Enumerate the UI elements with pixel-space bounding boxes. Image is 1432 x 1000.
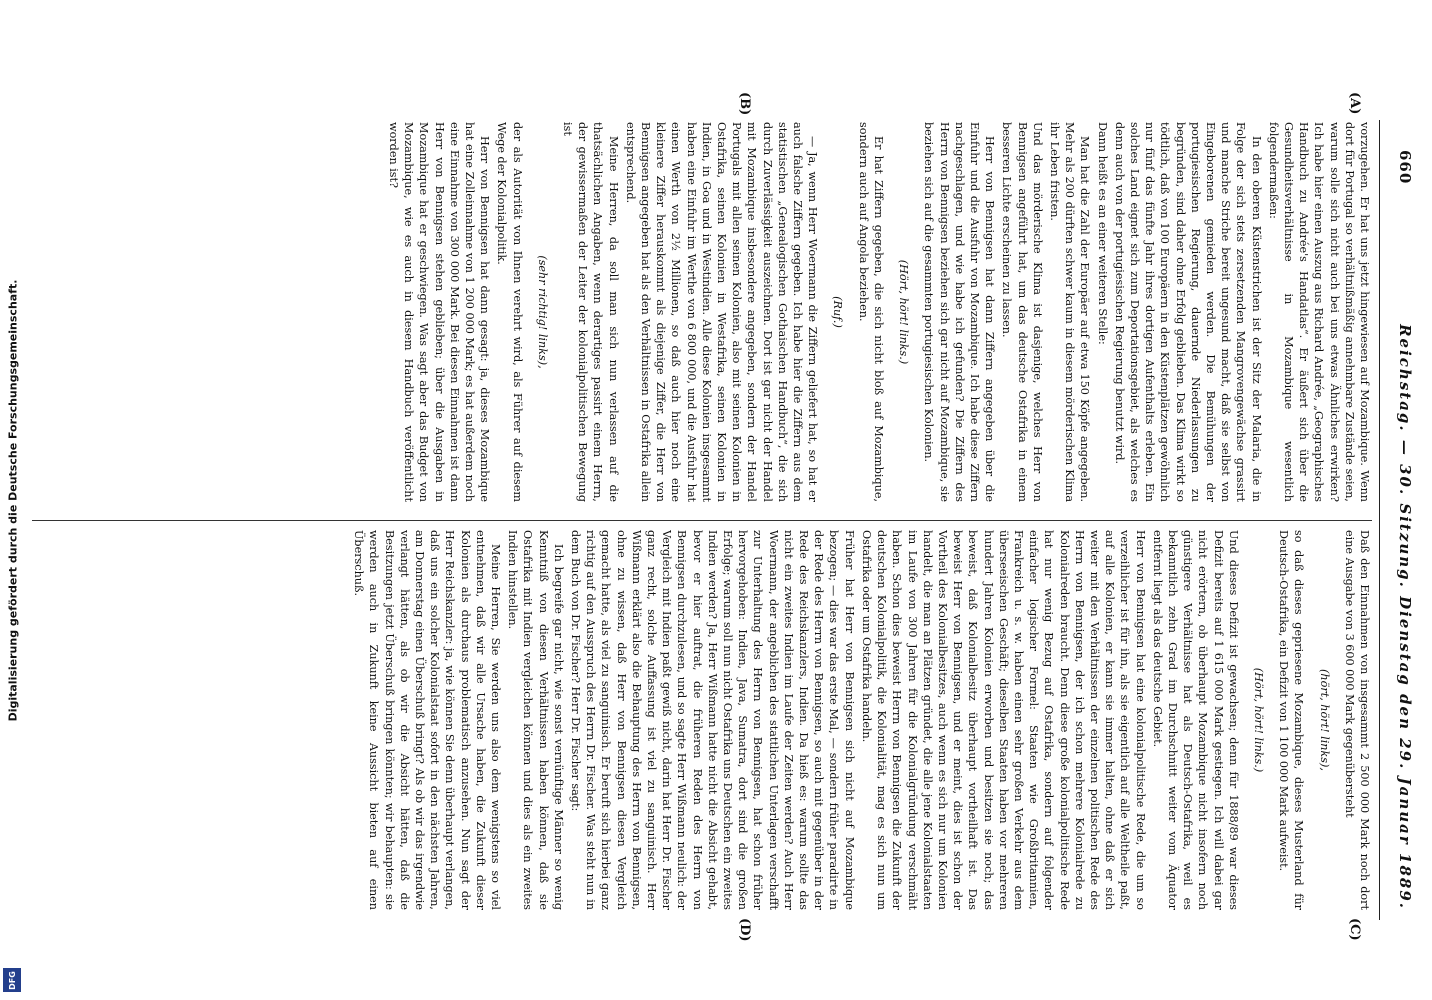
paragraph: In den oberen Küstenstrichen ist der Sitz der Malaria, die in Folge der sich stets zersetzenden Mangrovengewächse grassirt und manche Striche bereit ungesund macht, daß sie selbst von Eingeborenen gemieden werden. Die Bemühungen der portugiesischen Regierung, dauernde Niederlassungen zu begründen, sind daher ohne Erfolg geblieben. Das Klima wirkt so tödtlich, daß von 100 Europäern in den Küstenplätzen gewöhnlich nur fünf das fünfte Jahr ihres dortigen Aufenthalts erleben. Ein solches Land eignet sich zum Deportationsgebiet, als welches es denn auch von der portugiesischen Regierung benutzt wird. <box>1112 122 1263 502</box>
left-column <box>32 122 1372 502</box>
margin-marker-d: (D) <box>737 918 752 942</box>
paragraph: Herr von Bennigsen hat dann gesagt: ja, dieses Mozambique hat eine Zolleinnahme von 1 200 000 Mark; es hat außerdem noch eine Einnahme von 300 000 Mark. Bei diesen Einnahmen ist dann Herr von Bennigsen stehen geblieben; über die Ausgaben in Mozambique hat er geschwiegen. Was sagt aber das Budget von Mozambique, wie es auch in diesem Handbuch veröffentlicht worden ist? <box>387 122 492 502</box>
header-rule <box>1379 120 1380 920</box>
margin-marker-b: (B) <box>737 92 752 116</box>
paragraph: Herr von Bennigsen hat eine kolonialpolitische Rede, die um so verzeihlicher ist für ihn, als sie eigentlich auf alle Weltheile paßt, auf alle Kolonien, er kann sie immer halten, ohne daß er sich weiter mit den Verhältnissen der einzelnen politischen Rede des Herrn von Bennigsen, der ich schon mehrere Kolonialrede zu Kolonialreden braucht. Denn diese große kolonialpolitische Rede hat nur wenig Bezug auf Ostafrika, sondern auf folgender einfacher logischer Formel: Staaten wie Großbritannien, Frankreich u. s. w. haben einen sehr großen Verkehr aus dem überseeischen Geschäft; dieselben Staaten haben vor mehreren hundert Jahren Kolonien erworben und besitzen sie noch; das beweist, daß Kolonialbesitz überhaupt vortheilhaft ist. Das beweist Herr von Bennigsen, und er meint, dies ist schon der Vortheil des Kolonialbesitzes, auch wenn es sich nur um Kolonien handelt, die man an Plätzen gründet, die alle jene Kolonialstaaten im Laufe von 300 Jahren für die Kolonialgründung verschmäht haben. Schon dies beweist Herrn von Bennigsen die Zukunft der deutschen Kolonialpolitik, die Kolonialität, mag es sich nun um Ostafrika oder um Ostafrika handeln. <box>859 530 1147 910</box>
paragraph: Dann heißt es an einer weiteren Stelle: <box>1095 122 1109 345</box>
footer-text: Digitalisierung gefördert durch die Deutsche Forschungsgemeinschaft. <box>6 279 20 721</box>
column-divider <box>32 520 1372 521</box>
paragraph: Er hat Ziffern gegeben, die sich nicht bloß auf Mozambique, sondern auch auf Angola beziehen. <box>856 122 885 502</box>
paragraph: Ich begreife gar nicht, wie sonst vernünftige Männer so wenig Kenntniß von diesen Verhältnissen haben können, daß sie Ostafrika mit Indien vergleichen können und dies als ein zweites Indien hinstellen. <box>506 530 565 910</box>
paragraph: vorzugehen. Er hat uns jetzt hingewiesen auf Mozambique. Wenn dort für Portugal so verhältnißmäßig annehmbare Zustände seien, warum solle sich nicht auch bei uns etwas Ähnliches erwirken? Ich habe hier einen Auszug aus Richard Andrée, „Geographisches Handbuch zu Andrée's Handatlas“. Er äußert sich über die Gesundheitsverhältnisse in Mozambique wesentlich folgendermaßen: <box>1266 122 1371 502</box>
paragraph: Und dieses Defizit ist gewachsen; denn für 1888/89 war dieses Defizit bereits auf 1 615 000 Mark gestiegen. Ich will dabei gar nicht erörtern, ob überhaupt Mozambique nicht insofern noch günstigere Verhältnisse hat als Deutsch-Ostafrika, weil es bekanntlich zehn Grad im Durchschnitt weiter vom Äquator entfernt liegt als das deutsche Gebiet. <box>1150 530 1240 910</box>
interjection: (hört, hört! links), <box>1317 669 1331 771</box>
paragraph: Meine Herren, da soll man sich nun verlassen auf die thatsächlichen Angaben, wenn derartiges passirt einem Herrn, der gewissermaßen der Leiter der kolonialpolitischen Bewegung ist <box>561 122 620 502</box>
paragraph: Herr von Bennigsen hat dann Ziffern angegeben über die Einfuhr und die Ausfuhr von Mozambique. Ich habe diese Ziffern nachgeschlagen, und wie habe ich gefunden? Die Ziffern des Herrn von Bennigsen beziehen sich gar nicht auf Mozambique, sie beziehen sich auf die gesammten portugiesischen Kolonien. <box>922 122 997 502</box>
margin-marker-c: (C) <box>1347 918 1362 941</box>
paragraph: — Ja, wenn Herr Woermann die Ziffern geliefert hat, so hat er auch falsche Ziffern gegeben. Ich habe hier die Ziffern aus dem statistischen „Genealogischen Gothaischen Handbuch“, die sich durch Zuverlässigkeit auszeichnen. Dort ist gar nicht der Handel mit Mozambique insbesondere angegeben, sondern der Handel Portugals mit allen seinen Kolonien, also mit seinen Kolonien in Ostafrika, seinen Kolonien in Westafrika, seinen Kolonien in Indien, in Goa und in Westindien. Alle diese Kolonien insgesammt haben eine Einfuhr im Werthe von 6 800 000, und die Ausfuhr hat einen Werth von 2½ Millionen, so daß auch hier noch eine kleinere Ziffer herauskommt als diejenige Ziffer, die Herr von Bennigsen angegeben hat als den Verhältnissen in Ostafrika allein entsprechend. <box>623 122 820 502</box>
dfg-logo-text: DFG <box>7 970 17 990</box>
page-header <box>1384 150 1414 910</box>
digitization-footer <box>0 0 26 1000</box>
interjection: (Hört, hört! links.) <box>1251 667 1265 773</box>
interjection: (Hört, hört! links.) <box>897 259 911 365</box>
interjection: (sehr richtig! links), <box>535 255 549 369</box>
page-title: Reichstag. — 30. Sitzung. Dienstag den 29. Januar 1889. <box>1396 324 1414 910</box>
paragraph: so daß dieses gepriesene Mozambique, dieses Musterland für Deutsch-Ostafrika, ein Defizit von 1 100 000 Mark aufweist. <box>1277 530 1306 910</box>
paragraph: Man hat die Zahl der Europäer auf etwa 150 Köpfe angegeben. Mehr als 200 dürften schwer kaum in diesem mörderischen Klima ihr Leben fristen. <box>1047 122 1092 502</box>
dfg-logo-icon <box>3 968 21 992</box>
paragraph: Und das mörderische Klima ist dasjenige, welches Herr von Bennigsen angeführt hat, um das deutsche Ostafrika in einem besseren Lichte erscheinen zu lassen. <box>1000 122 1044 502</box>
right-column <box>32 530 1372 910</box>
paragraph: der als Autorität von Ihnen verehrt wird, als Führer auf diesem Wege der Kolonialpolitik. <box>495 122 524 502</box>
paragraph: Früher hat Herr von Bennigsen sich nicht auf Mozambique bezogen; — dies war das erste Mal, — sondern früher paradirte in der Rede des Herrn von Bennigsen, so auch mit gegenüber in der Rede des Reichskanzlers, Indien. Da hieß es: warum sollte das nicht ein zweites Indien im Laufe der Zeiten werden? Auch Herr Woermann, der angeblichen des stattlichen Unterlagen verschafft zur Unterhaltung des Herrn von Bennigsen, hat schon früher hervorgehoben: Indien, Java, Sumatra, dort sind die großen Erfolge; warum soll nun nicht Ostafrika uns Deutschen ein zweites Indien werden? Ja, Herr Wißmann hatte nicht die Absicht gehabt, bevor er hier auftrat, die früheren Reden des Herrn von Bennigsen durchzulesen, und so sagte Herr Wißmann neulich: der Vergleich mit Indien paßt gewiß nicht, darin hat Herr Dr. Fischer ganz recht, solche Auffassung ist viel zu sanguinisch. Herr Wißmann erklärt also die Behauptung des Herrn von Bennigsen, ohne zu wissen, daß Herr von Bennigsen diesen Vergleich gemacht hatte, als viel zu sanguinisch. Er beruft sich hierbei ganz richtig auf den Ausspruch des Herrn Dr. Fischer. Was steht nun in dem Buch von Dr. Fischer? Herr Dr. Fischer sagt: <box>569 530 856 910</box>
paragraph: Meine Herren, Sie werden uns also dem wenigstens so viel entnehmen, daß wir alle Ursache haben, die Zukunft dieser Kolonien als durchaus problematisch anzusehen. Nun sagt der Herr Reichskanzler: ja, wie können Sie denn überhaupt verlangen, daß uns ein solcher Kolonialstaat sofort in den nächsten Jahren, am Donnerstag einen Überschuß bringt? Als ob wir das irgendwie verlangt hätten, als ob wir die Absicht hätten, daß die Besitzungen jetzt Überschuß bringen könnten; wir behaupten: sie werden auch in Zukunft keine Aussicht bieten auf einen Überschuß. <box>352 530 503 910</box>
interjection: (Ruf.) <box>831 296 845 328</box>
margin-marker-a: (A) <box>1347 92 1362 115</box>
page-number: 660 <box>1396 150 1414 185</box>
paragraph: Daß den Einnahmen von insgesammt 2 500 000 Mark noch dort eine Ausgabe von 3 600 000 Mark gegenübersteht <box>1342 530 1371 910</box>
